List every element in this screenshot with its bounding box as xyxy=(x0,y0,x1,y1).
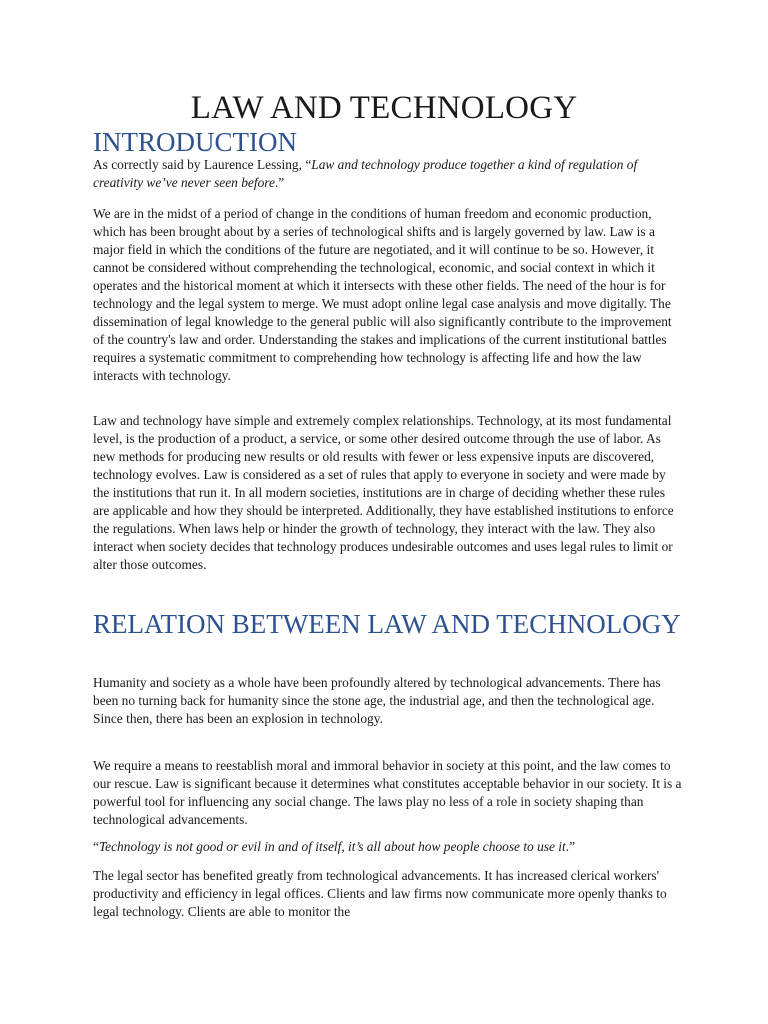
section-heading-introduction: INTRODUCTION xyxy=(93,127,297,157)
quote-close-text: .” xyxy=(274,175,285,190)
quote-close-text: .” xyxy=(565,839,576,854)
document-title: LAW AND TECHNOLOGY xyxy=(190,90,578,126)
section-heading-relation: RELATION BETWEEN LAW AND TECHNOLOGY xyxy=(93,609,681,639)
lessing-quote-paragraph xyxy=(93,156,683,192)
technology-quote-paragraph xyxy=(93,838,683,856)
relation-paragraph-2: We require a means to reestablish moral and immoral behavior in society at this point, and the law comes to our rescue. Law is significant because it determines what constitutes acceptable behavior in our society. It is a powerful tool for influencing any social change. The laws play no less of a role in society shaping than technological advancements. xyxy=(93,758,682,827)
relation-paragraph-1: Humanity and society as a whole have been profoundly altered by technological advancements. There has been no turning back for humanity since the stone age, the industrial age, and then the technological age. Since then, there has been an explosion in technology. xyxy=(93,675,661,726)
intro-paragraph-2: Law and technology have simple and extremely complex relationships. Technology, at its most fundamental level, is the production of a product, a service, or some other desired outcome through the use of labor. As new methods for producing new results or old results with fewer or less expensive inputs are discovered, technology evolves. Law is considered as a set of rules that apply to everyone in society and were made by the institutions that run it. In all modern societies, institutions are in charge of deciding whether these rules are applicable and how they should be interpreted. Additionally, they have established institutions to enforce the regulations. When laws help or hinder the growth of technology, they interact with the law. They also interact when society decides that technology produces undesirable outcomes and uses legal rules to limit or alter those outcomes. xyxy=(93,413,674,572)
intro-paragraph-1: We are in the midst of a period of change in the conditions of human freedom and economic production, which has been brought about by a series of technological shifts and is largely governed by law. Law is a major field in which the conditions of the future are negotiated, and it will continue to be so. However, it cannot be considered without comprehending the technological, economic, and social context in which it operates and the historical moment at which it intersects with these other fields. The need of the hour is for technology and the legal system to merge. We must adopt online legal case analysis and move digitally. The dissemination of legal knowledge to the general public will also significantly contribute to the improvement of the country's law and order. Understanding the stakes and implications of the current institutional battles requires a systematic commitment to comprehending how technology is affecting life and how the law interacts with technology. xyxy=(93,206,672,383)
quote-lead-text: As correctly said by Laurence Lessing, “ xyxy=(93,157,312,172)
quote-open-mark: “ xyxy=(93,839,99,854)
relation-paragraph-3: The legal sector has benefited greatly from technological advancements. It has increased clerical workers' productivity and efficiency in legal offices. Clients and law firms now communicate more openly thanks to legal technology. Clients are able to monitor the xyxy=(93,868,667,919)
quote-italic-text: Law and technology produce together a kind of regulation of creativity we’ve never seen before xyxy=(93,157,638,190)
quote-italic-text: Technology is not good or evil in and of itself, it’s all about how people choose to use it xyxy=(98,839,566,854)
